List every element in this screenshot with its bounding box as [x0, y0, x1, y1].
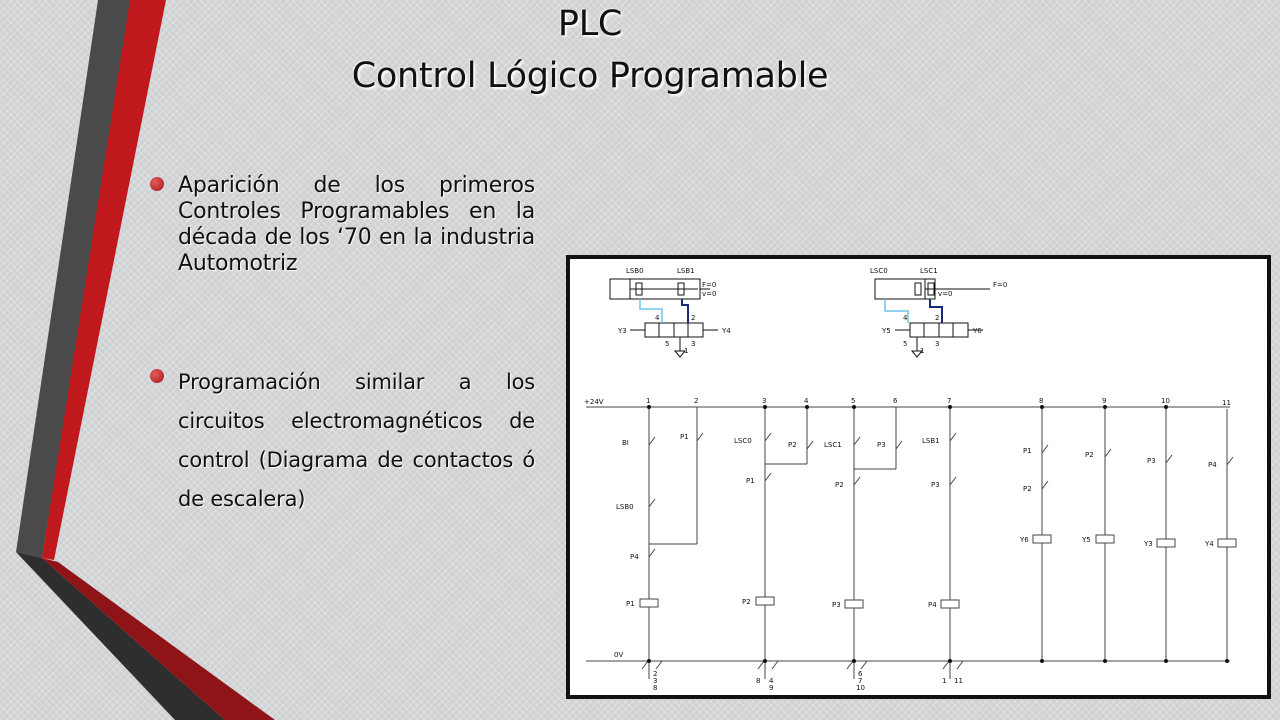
contact-label: P3: [877, 441, 886, 449]
valve-label: Y6: [973, 327, 982, 335]
force-label: F=0: [993, 281, 1008, 289]
ref-number: 7: [858, 677, 863, 685]
force-label: F=0: [702, 281, 717, 289]
sensor-label: LSB0: [626, 267, 644, 275]
coil-label: Y4: [1205, 540, 1214, 548]
port-label: 5: [903, 340, 908, 348]
contact-label: LSB0: [616, 503, 634, 511]
contact-label: LSC0: [734, 437, 752, 445]
ref-number: 11: [954, 677, 963, 685]
bullet-dot-icon: [150, 177, 164, 191]
bullet-text: Aparición de los primeros Controles Programables en la década de los ‘70 en la industria Automotriz: [178, 173, 535, 276]
contact-label: P2: [835, 481, 844, 489]
valve-label: Y3: [618, 327, 627, 335]
decorative-stripes: [0, 0, 290, 720]
line-number: 3: [762, 397, 767, 405]
slide-title-line1: PLC: [557, 4, 623, 44]
contact-label: LSB1: [922, 437, 940, 445]
line-number: 9: [1102, 397, 1107, 405]
coil-label: P4: [928, 601, 937, 609]
line-number: 7: [947, 397, 952, 405]
port-label: 1: [684, 347, 689, 355]
line-number: 1: [646, 397, 651, 405]
bullet-item: [150, 173, 535, 277]
slide-title-line2: Control Lógico Programable: [351, 56, 829, 96]
line-number: 8: [1039, 397, 1044, 405]
ref-number: 3: [653, 677, 658, 685]
bullet-item: [150, 363, 535, 519]
ref-number: 9: [769, 684, 774, 692]
ref-number: 6: [858, 670, 863, 678]
ladder-diagram-image: [566, 255, 1271, 699]
supply-label: 0V: [614, 651, 624, 659]
bullet-text: Programación similar a los circuitos electromagnéticos de control (Diagrama de contactos ó de escalera): [178, 370, 535, 511]
contact-label: P1: [680, 433, 689, 441]
valve-label: Y5: [882, 327, 891, 335]
sensor-label: LSC0: [870, 267, 888, 275]
contact-label: LSC1: [824, 441, 842, 449]
port-label: 4: [655, 314, 660, 322]
ref-number: 4: [769, 677, 774, 685]
bullet-dot-icon: [150, 369, 164, 383]
port-label: 1: [920, 347, 925, 355]
valve-label: Y4: [722, 327, 731, 335]
contact-label: P3: [1147, 457, 1156, 465]
contact-label: P4: [1208, 461, 1217, 469]
contact-label: P1: [1023, 447, 1032, 455]
port-label: 5: [665, 340, 670, 348]
coil-label: Y6: [1020, 536, 1029, 544]
sensor-label: LSC1: [920, 267, 938, 275]
line-number: 11: [1222, 399, 1231, 407]
contact-label: P2: [1085, 451, 1094, 459]
coil-label: Y5: [1082, 536, 1091, 544]
contact-label: BI: [622, 439, 629, 447]
port-label: 3: [935, 340, 940, 348]
contact-label: P2: [1023, 485, 1032, 493]
coil-label: P3: [832, 601, 841, 609]
coil-label: Y3: [1144, 540, 1153, 548]
port-label: 4: [903, 314, 908, 322]
ref-number: 8: [653, 684, 658, 692]
sensor-label: LSB1: [677, 267, 695, 275]
contact-label: P1: [746, 477, 755, 485]
ref-number: 1: [942, 677, 947, 685]
contact-label: P3: [931, 481, 940, 489]
coil-label: P2: [742, 598, 751, 606]
ref-number: 8: [756, 677, 761, 685]
coil-label: P1: [626, 600, 635, 608]
speed-label: v=0: [702, 290, 717, 298]
ladder-diagram-svg: [570, 259, 1267, 695]
line-number: 5: [851, 397, 856, 405]
line-number: 6: [893, 397, 898, 405]
port-label: 2: [691, 314, 696, 322]
ref-number: 10: [856, 684, 865, 692]
ref-number: 2: [653, 670, 658, 678]
line-number: 2: [694, 397, 699, 405]
supply-label: +24V: [584, 398, 604, 406]
speed-label: v=0: [938, 290, 953, 298]
port-label: 3: [691, 340, 696, 348]
contact-label: P4: [630, 553, 639, 561]
line-number: 4: [804, 397, 809, 405]
line-number: 10: [1161, 397, 1170, 405]
port-label: 2: [935, 314, 940, 322]
contact-label: P2: [788, 441, 797, 449]
